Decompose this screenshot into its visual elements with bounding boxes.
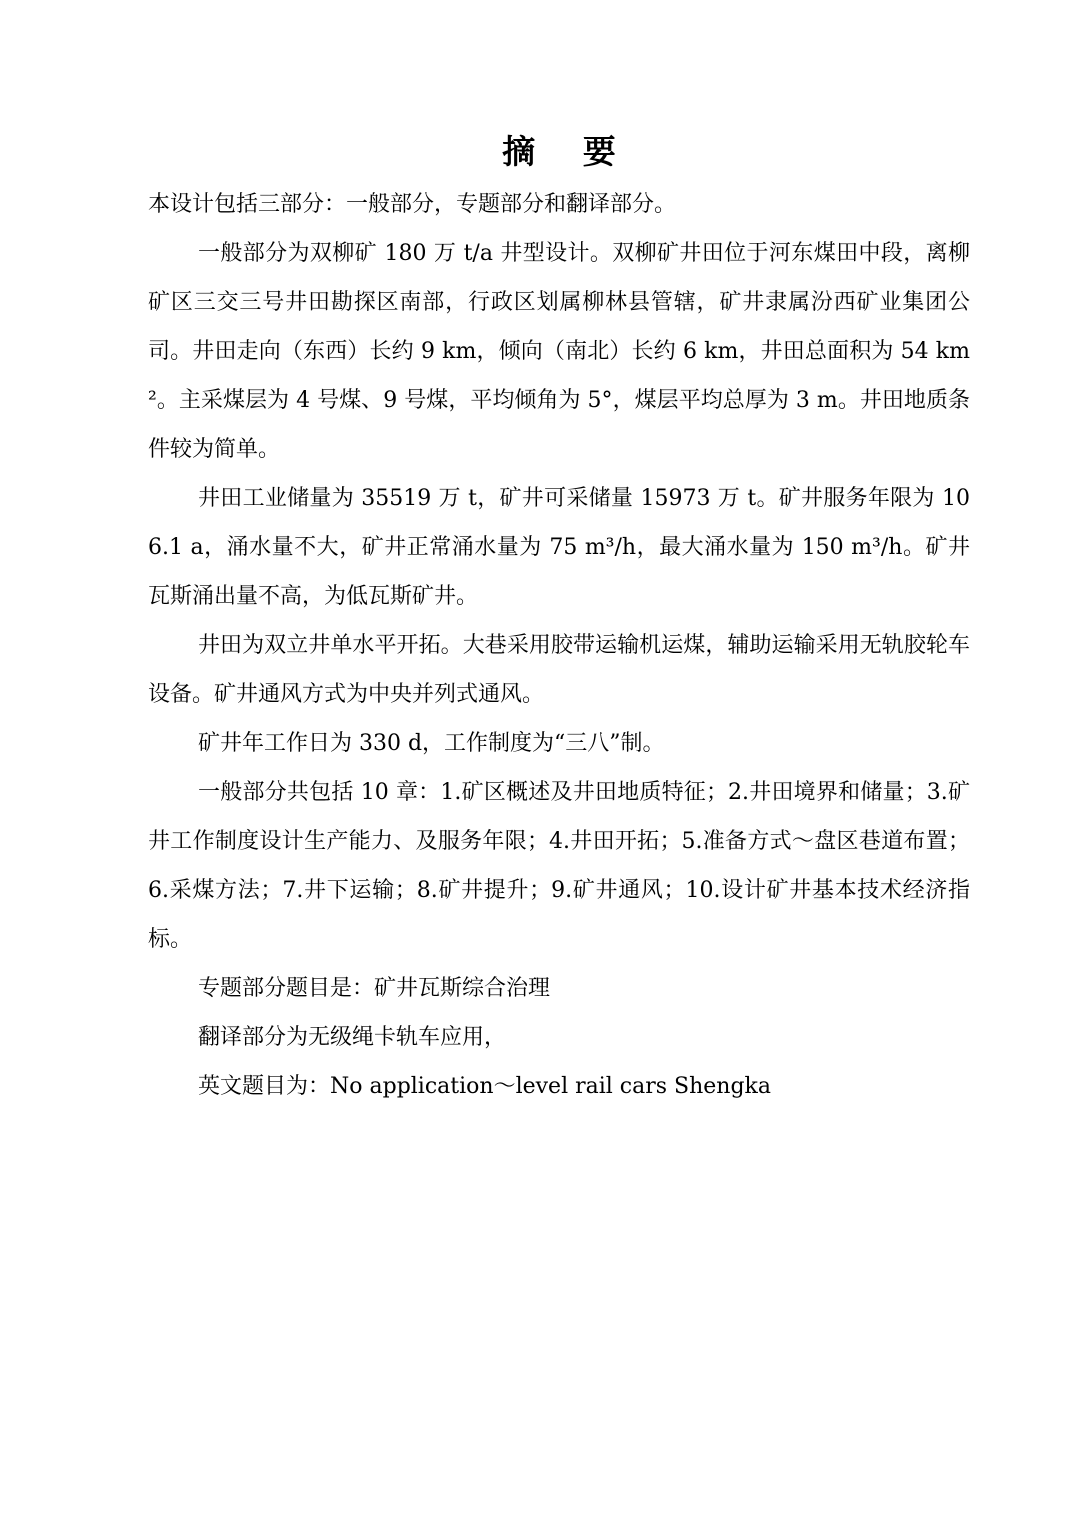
english-title-paragraph: 英文题目为：No application～level rail cars Shengka: [198, 1074, 771, 1099]
page-title: 摘 要: [502, 132, 634, 171]
general-part-paragraph: 一般部分为双柳矿 180 万 t/a 井型设计。双柳矿井田位于河东煤田中段，离柳矿区三交三号井田勘探区南部，行政区划属柳林县管辖，矿井隶属汾西矿业集团公司。井田走向（东西）长约 9 km，倾向（南北）长约 6 km，井田总面积为 54 km²。主采煤层为 4 号煤、9 号煤，平均倾角为 5°，煤层平均总厚为 3 m。井田地质条件较为简单。: [148, 241, 970, 462]
abstract-intro-paragraph: 本设计包括三部分：一般部分，专题部分和翻译部分。: [148, 192, 677, 217]
chapters-paragraph: 一般部分共包括 10 章：1.矿区概述及井田地质特征；2.井田境界和储量；3.矿井工作制度设计生产能力、及服务年限；4.井田开拓；5.准备方式～盘区巷道布置；6.采煤方法；7.井下运输；8.矿井提升；9.矿井通风；10.设计矿井基本技术经济指标。: [148, 780, 970, 952]
development-paragraph: 井田为双立井单水平开拓。大巷采用胶带运输机运煤，辅助运输采用无轨胶轮车设备。矿井通风方式为中央并列式通风。: [148, 633, 970, 707]
translation-paragraph: 翻译部分为无级绳卡轨车应用，: [198, 1025, 507, 1050]
work-schedule-paragraph: 矿井年工作日为 330 d，工作制度为“三八”制。: [198, 731, 665, 756]
reserves-paragraph: 井田工业储量为 35519 万 t，矿井可采储量 15973 万 t。矿井服务年限为 106.1 a，涌水量不大，矿井正常涌水量为 75 m³/h，最大涌水量为 150 m³/h。矿井瓦斯涌出量不高，为低瓦斯矿井。: [148, 486, 970, 609]
special-topic-paragraph: 专题部分题目是：矿井瓦斯综合治理: [198, 976, 551, 1001]
